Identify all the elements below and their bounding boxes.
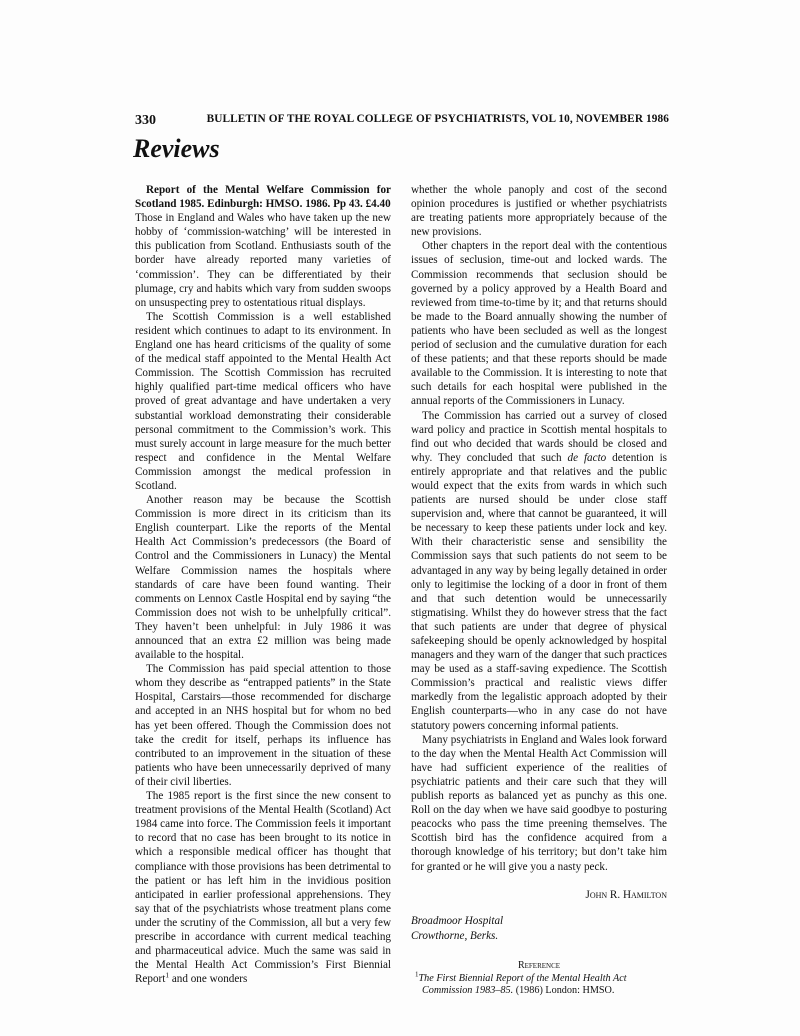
review-title: Report of the Mental Welfare Commission for Scotland 1985. xyxy=(135,184,391,211)
paragraph-text: The 1985 report is the first since the new consent to treatment provisions of the Mental Health (Scotland) Act 1984 came into force. The Commission feels it important to record that no case has been brought to its notice in which a responsible medical officer has thought that compliance with those provisions has been detrimental to the patient or has left him in the invidious position anticipated in earlier professional apprehensions. They say that of the psychiatrists whose treatment plans come under the scrutiny of the Commission, all but a very few prescribe in accordance with current medical teaching and pharmaceutical advice. Much the same was said in the Mental Health Act Commission’s First Biennial Report xyxy=(135,790,391,986)
paragraph: Those in England and Wales who have taken up the new hobby of ‘commission-watching’ will be interested in this publication from Scotland. Enthusiasts south of the border have already reported many varieties of ‘commission’. They can be differentiated by their plumage, cry and habits which vary from sudden swoops on unsuspecting prey to ostentatious ritual displays. xyxy=(135,212,391,309)
reference-title: The First Biennial Report of the Mental Health Act Commission 1983–85. xyxy=(418,972,627,997)
running-head: BULLETIN OF THE ROYAL COLLEGE OF PSYCHIATRISTS, VOL 10, NOVEMBER 1986 xyxy=(206,113,669,125)
page-header xyxy=(135,113,669,129)
paragraph-text: The Commission has carried out a survey of closed ward policy and practice in Scottish mental hospitals to find out who decided that wards should be closed and why. They concluded that such xyxy=(411,409,667,464)
paragraph-text: and one wonders xyxy=(169,973,248,986)
italic-term: de facto xyxy=(567,451,607,464)
paragraph xyxy=(411,409,667,733)
paragraph: Many psychiatrists in England and Wales look forward to the day when the Mental Health Act Commission will have had sufficient experience of the realities of psychiatric patients and their care such that they will publish reports as balanced yet as punchy as this one. Roll on the day when we have said goodbye to posturing peacocks who pass the time preening themselves. The Scottish bird has the confidence acquired from a thorough knowledge of his territory; but don’t take him for granted or he will give you a nasty peck. xyxy=(411,733,667,873)
page-number: 330 xyxy=(135,113,156,128)
paragraph xyxy=(135,789,391,986)
left-column xyxy=(135,183,391,986)
paragraph: The Commission has paid special attention to those whom they describe as “entrapped patients” in the State Hospital, Carstairs—those recommended for discharge and accepted in an NHS hospital but for whom no bed has yet been offered. Though the Commission does not take the credit for itself, perhaps its influence has contributed to an improvement in the situation of these patients who have been unnecessarily deprived of many of their civil liberties. xyxy=(135,663,391,788)
paragraph-text: detention is entirely appropriate and that relatives and the public would expect that the exits from wards in which such patients are nursed should be under close staff supervision and, where that cannot be guaranteed, it will be necessary to keep these patients under lock and key. With their characteristic sense and sensibility the Commission says that such patients do not seem to be advantaged in any way by being legally detained in order only to legitimise the locking of a door in front of them and that such detention would be unnecessarily stigmatising. Whilst they do however stress that the fact that such patients are under that degree of physical safekeeping should be openly acknowledged by hospital managers and they warn of the danger that such practices may be used as a staff-saving expedience. The Scottish Commission’s practical and realistic views differ markedly from the legalistic approach adopted by their English counterparts—who in any case do not have statutory powers concerning informal patients. xyxy=(411,451,668,732)
affiliation xyxy=(411,914,667,944)
reference-details: (1986) London: HMSO. xyxy=(513,985,615,997)
reference-item-mark: 1 xyxy=(415,970,419,979)
reference-item xyxy=(411,970,667,998)
paragraph: The Scottish Commission is a well established resident which continues to adapt to its environment. In England one has heard criticisms of the quality of some of the medical staff appointed to the Mental Health Act Commission. The Scottish Commission has recruited highly qualified part-time medical officers who have proved of great advantage and have undertaken a very substantial workload demonstrating their considerable personal commitment to the Commission’s work. This must surely account in large measure for the much better respect and confidence in the Mental Welfare Commission amongst the medical profession in Scotland. xyxy=(135,310,391,492)
reference-mark: 1 xyxy=(165,970,170,980)
section-title: Reviews xyxy=(133,134,220,163)
reference-heading: Reference xyxy=(517,959,561,971)
right-column xyxy=(411,183,667,998)
author-signature: John R. Hamilton xyxy=(585,888,667,901)
review-publication: Edinburgh: HMSO. 1986. Pp 43. £4.40 xyxy=(204,198,391,211)
review-heading xyxy=(135,183,391,211)
paragraph: Other chapters in the report deal with the contentious issues of seclusion, time-out and locked wards. The Commission recommends that seclusion should be governed by a policy approved by a Health Board and reviewed from time-to-time by it; and that returns should be made to the Board annually showing the number of patients who have been secluded as well as the longest period of seclusion and the cumulative duration for each of these patients; and that these reports should be made available to the Commission. It is interesting to note that such details for each hospital were published in the annual reports of the Commissioners in Lunacy. xyxy=(411,240,667,408)
affiliation-line: Crowthorne, Berks. xyxy=(411,929,499,942)
paragraph: whether the whole panoply and cost of the second opinion procedures is justified or whether psychiatrists are treating patients more appropriately because of the new provisions. xyxy=(411,184,667,239)
paragraph: Another reason may be because the Scottish Commission is more direct in its criticism than its English counterpart. Like the reports of the Mental Health Act Commission’s predecessors (the Board of Control and the Commissioners in Lunacy) the Mental Welfare Commission names the hospitals where standards of care have been found wanting. Their comments on Lennox Castle Hospital end by saying “the Commission does not wish to be unhelpfully critical”. They haven’t been unhelpful: in July 1986 it was announced that an extra £2 million was being made available to the hospital. xyxy=(135,494,391,662)
affiliation-line: Broadmoor Hospital xyxy=(411,914,504,927)
